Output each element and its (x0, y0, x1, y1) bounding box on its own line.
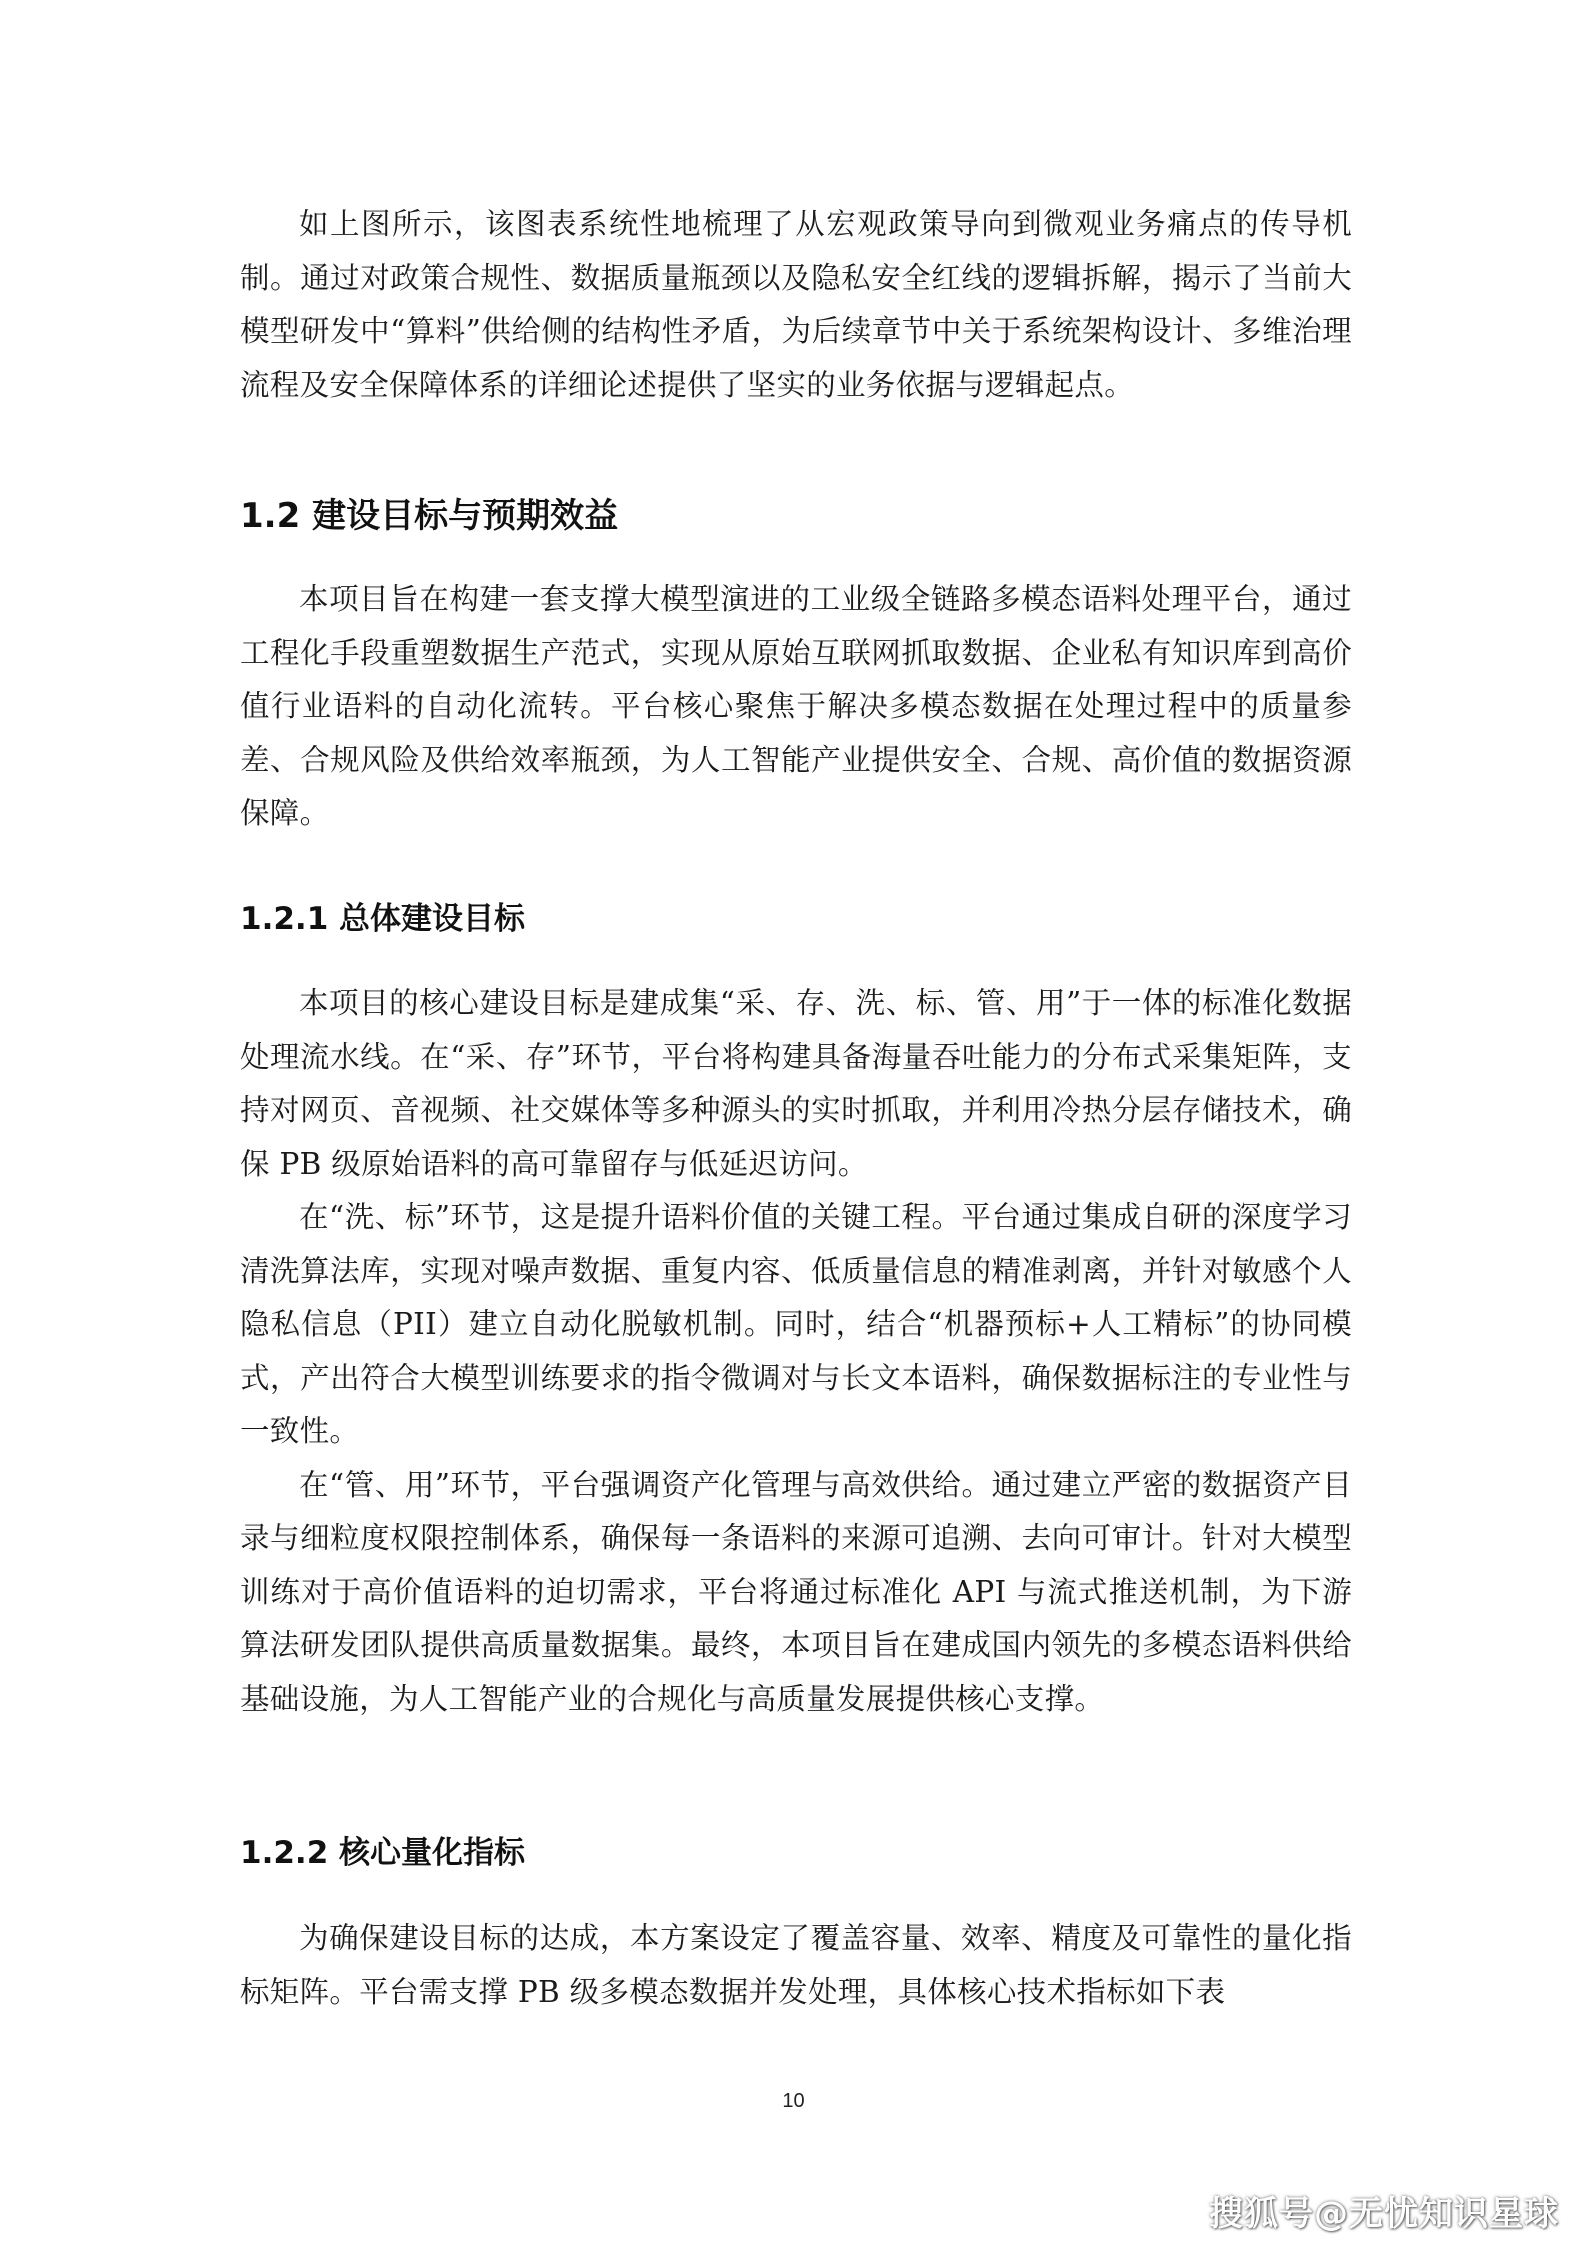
section-1-2-2-paragraph: 为确保建设目标的达成，本方案设定了覆盖容量、效率、精度及可靠性的量化指标矩阵。平台需支撑 PB 级多模态数据并发处理，具体核心技术指标如下表 (240, 1921, 1352, 2009)
section-1-2-body (240, 573, 1352, 841)
section-1-2-2-body (240, 1912, 1352, 2019)
section-1-2-1-paragraph-2: 在“洗、标”环节，这是提升语料价值的关键工程。平台通过集成自研的深度学习清洗算法库，实现对噪声数据、重复内容、低质量信息的精准剥离，并针对敏感个人隐私信息（PII）建立自动化脱敏机制。同时，结合“机器预标+人工精标”的协同模式，产出符合大模型训练要求的指令微调对与长文本语料，确保数据标注的专业性与一致性。 (240, 1200, 1352, 1448)
section-1-2-1-body (240, 977, 1352, 1726)
section-1-2-heading: 1.2 建设目标与预期效益 (240, 496, 619, 536)
page-number: 10 (782, 2090, 805, 2112)
section-1-2-paragraph: 本项目旨在构建一套支撑大模型演进的工业级全链路多模态语料处理平台，通过工程化手段重塑数据生产范式，实现从原始互联网抓取数据、企业私有知识库到高价值行业语料的自动化流转。平台核心聚焦于解决多模态数据在处理过程中的质量参差、合规风险及供给效率瓶颈，为人工智能产业提供安全、合规、高价值的数据资源保障。 (240, 582, 1352, 830)
section-1-2-2-heading: 1.2.2 核心量化指标 (240, 1835, 526, 1871)
intro-section (240, 198, 1352, 412)
watermark: 搜狐号@无忧知识星球 (1209, 2194, 1559, 2234)
section-1-2-1-paragraph-3: 在“管、用”环节，平台强调资产化管理与高效供给。通过建立严密的数据资产目录与细粒度权限控制体系，确保每一条语料的来源可追溯、去向可审计。针对大模型训练对于高价值语料的迫切需求，平台将通过标准化 API 与流式推送机制，为下游算法研发团队提供高质量数据集。最终，本项目旨在建成国内领先的多模态语料供给基础设施，为人工智能产业的合规化与高质量发展提供核心支撑。 (240, 1467, 1352, 1716)
intro-paragraph: 如上图所示，该图表系统性地梳理了从宏观政策导向到微观业务痛点的传导机制。通过对政策合规性、数据质量瓶颈以及隐私安全红线的逻辑拆解，揭示了当前大模型研发中“算料”供给侧的结构性矛盾，为后续章节中关于系统架构设计、多维治理流程及安全保障体系的详细论述提供了坚实的业务依据与逻辑起点。 (240, 207, 1352, 402)
section-1-2-1-paragraph-1: 本项目的核心建设目标是建成集“采、存、洗、标、管、用”于一体的标准化数据处理流水线。在“采、存”环节，平台将构建具备海量吞吐能力的分布式采集矩阵，支持对网页、音视频、社交媒体等多种源头的实时抓取，并利用冷热分层存储技术，确保 PB 级原始语料的高可靠留存与低延迟访问。 (240, 986, 1352, 1181)
section-1-2-1-heading: 1.2.1 总体建设目标 (240, 901, 526, 937)
